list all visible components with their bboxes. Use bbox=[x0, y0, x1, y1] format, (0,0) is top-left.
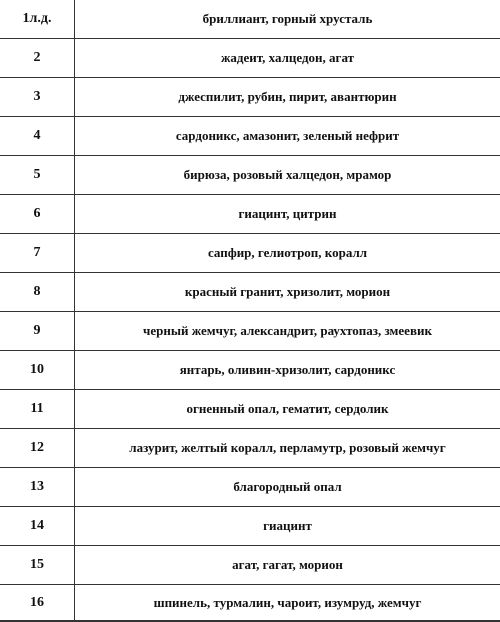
table-row bbox=[0, 78, 500, 117]
row-number: 13 bbox=[30, 479, 44, 494]
row-number: 16 bbox=[30, 594, 44, 610]
table-row bbox=[0, 117, 500, 156]
table-row bbox=[0, 507, 500, 546]
table-row bbox=[0, 0, 500, 39]
row-number: 5 bbox=[33, 167, 41, 182]
row-number: 14 bbox=[30, 518, 44, 533]
row-stones: огненный опал, гематит, сердолик bbox=[186, 401, 389, 416]
row-stones: гиацинт bbox=[263, 518, 312, 533]
row-number: 10 bbox=[30, 362, 44, 377]
table-row bbox=[0, 468, 500, 507]
row-number: 9 bbox=[33, 323, 41, 338]
row-stones: лазурит, желтый коралл, перламутр, розовый жемчуг bbox=[129, 440, 446, 455]
table-row bbox=[0, 351, 500, 390]
row-number: 4 bbox=[33, 128, 41, 143]
table-row bbox=[0, 273, 500, 312]
row-stones: гиацинт, цитрин bbox=[238, 206, 337, 221]
row-number: 15 bbox=[30, 557, 44, 572]
table-row bbox=[0, 429, 500, 468]
row-stones: красный гранит, хризолит, морион bbox=[184, 284, 391, 299]
row-stones: сардоникс, амазонит, зеленый нефрит bbox=[175, 128, 400, 143]
table-row bbox=[0, 156, 500, 195]
table-row bbox=[0, 195, 500, 234]
table-row bbox=[0, 390, 500, 429]
row-number: 11 bbox=[30, 401, 44, 416]
row-stones: жадеит, халцедон, агат bbox=[220, 50, 354, 65]
table-row bbox=[0, 39, 500, 78]
row-number: 1л.д. bbox=[22, 11, 52, 26]
table-row bbox=[0, 585, 500, 622]
row-stones: черный жемчуг, александрит, раухтопаз, змеевик bbox=[143, 323, 432, 338]
row-stones: бриллиант, горный хрусталь bbox=[202, 11, 373, 26]
table-row bbox=[0, 546, 500, 585]
row-stones: благородный опал bbox=[233, 479, 342, 494]
row-stones: бирюза, розовый халцедон, мрамор bbox=[183, 167, 392, 182]
table-row bbox=[0, 312, 500, 351]
row-number: 2 bbox=[33, 50, 41, 65]
row-stones: шпинель, турмалин, чароит, изумруд, жемчуг bbox=[153, 594, 422, 610]
row-number: 8 bbox=[33, 284, 41, 299]
row-number: 7 bbox=[33, 245, 41, 260]
row-stones: агат, гагат, морион bbox=[232, 557, 343, 572]
row-stones: сапфир, гелиотроп, коралл bbox=[207, 245, 368, 260]
table-row bbox=[0, 234, 500, 273]
row-number: 6 bbox=[33, 206, 41, 221]
row-number: 12 bbox=[30, 440, 44, 455]
row-number: 3 bbox=[33, 89, 41, 104]
row-stones: янтарь, оливин-хризолит, сардоникс bbox=[179, 362, 396, 377]
row-stones: джеспилит, рубин, пирит, авантюрин bbox=[178, 89, 397, 104]
